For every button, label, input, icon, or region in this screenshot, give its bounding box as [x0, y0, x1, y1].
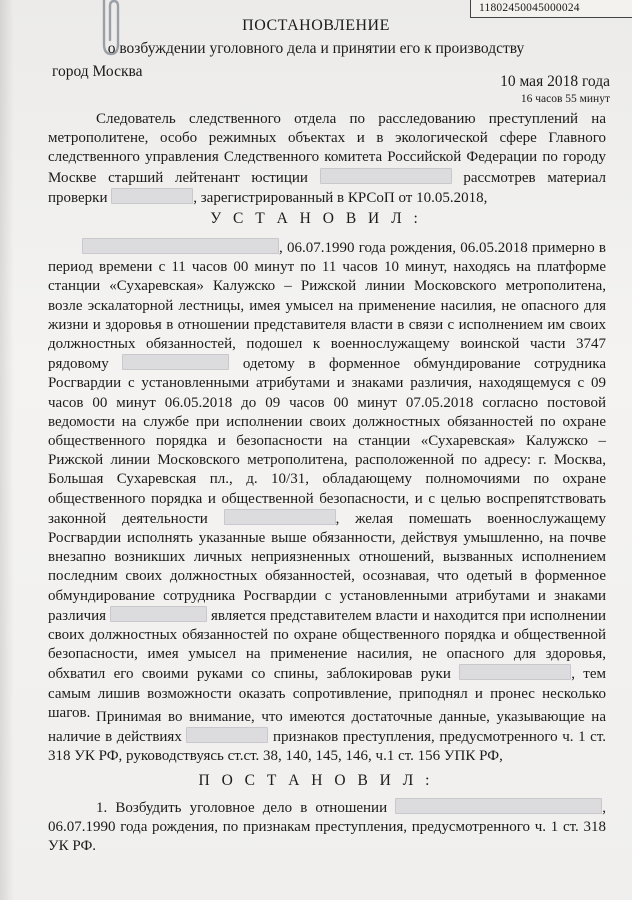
established-heading: У С Т А Н О В И Л : [210, 210, 422, 227]
redacted-name [110, 606, 207, 622]
redacted-name [122, 354, 229, 370]
redacted-number [111, 188, 193, 204]
considering-text-2: признаков преступления, предусмотренного ч. 1 ст. 318 УК РФ, руководствуясь ст.ст. 38, 140, 145, 146, ч.1 ст. 156 УПК РФ, [48, 729, 607, 765]
considering-text-1: Принимая во внимание, что имеются достаточные данные, указывающие на наличие в действиях [48, 709, 606, 746]
document-time: 16 часов 55 минут [520, 93, 610, 105]
redacted-name [320, 168, 452, 184]
established-paragraph [48, 238, 606, 723]
city-label: город Москва [52, 63, 143, 80]
document-number: 11802450045000024 [470, 0, 632, 18]
page-edge-shadow [0, 0, 14, 900]
established-text-1: , 06.07.1990 года рождения, 06.05.2018 примерно в период времени с 11 часов 00 минут по 11 часов 10 минут, находясь на платформе станции «Сухаревская» Калужско – Рижской линии Московского метрополитена, возле эскалаторной лестницы, имея умысел на применение насилия, не опасного для жизни и здоровья в отношении представителя власти в связи с исполнением им своих должностных обязанностей, подошел к военнослужащему воинской части 3747 рядовому [48, 240, 606, 373]
resolved-heading: П О С Т А Н О В И Л : [198, 772, 434, 789]
intro-text-1: Следователь следственного отдела по расследованию преступлений на метрополитене, особо режимных объектах и в экологической сфере Главного следственного управления Следственного комитета Российской Федерации по городу Москве старший лейтенант юстиции [48, 111, 606, 186]
established-text-5: , тем самым лишив возможности оказать сопротивление, приподнял и пронес несколько шагов. [48, 666, 607, 721]
resolved-text-1: 1. Возбудить уголовное дело в отношении [96, 800, 388, 816]
redacted-name [224, 509, 336, 525]
intro-text-2: рассмотрев материал проверки [48, 169, 606, 206]
document-date: 10 мая 2018 года [500, 73, 610, 90]
redacted-name [186, 727, 268, 743]
document-subtitle: о возбуждении уголовного дела и принятии его к производству [107, 40, 525, 57]
intro-paragraph [48, 110, 606, 208]
document-title: ПОСТАНОВЛЕНИЕ [242, 17, 390, 34]
considering-paragraph [48, 708, 606, 767]
redacted-name [459, 664, 571, 680]
established-text-2: одетому в форменное обмундирование сотрудника Росгвардии с установленными атрибутами и знаками различия, находящемуся с 09 часов 00 минут 06.05.2018 до 09 часов 00 минут 07.05.2018 согласно постовой ведомости на службе при исполнении своих должностных обязанностей по охране общественного порядка и безопасности на станции «Сухаревская» Калужско – Рижской линии Московского метрополитена, расположенной по адресу: г. Москва, Большая Сухаревская пл., д. 10/31, обладающему полномочиями по охране общественного порядка и общественной безопасности, и с целью воспрепятствовать законной деятельности [48, 356, 607, 527]
resolved-paragraph [48, 798, 606, 857]
established-text-4: является представителем власти и находится при исполнении своих должностных обязанностей по охране общественного порядка и общественной безопасности, имея умысел на применение насилия, не опасного для здоровья, обхватил его своими руками со спины, заблокировав руки [48, 607, 607, 683]
redacted-name [82, 238, 279, 254]
established-text-3: , желая помешать военнослужащему Росгвардии исполнять указанные выше обязанности, действуя умышленно, на почве внезапно возникших личных неприязненных отношений, вызванных исполнением последним своих должностных обязанностей, осознавая, что одетый в форменное обмундирование сотрудника Росгвардии с установленными атрибутами и знаками различия [48, 510, 607, 624]
redacted-name [395, 798, 602, 814]
resolved-text-2: , 06.07.1990 года рождения, по признакам преступления, предусмотренного ч. 1 ст. 318 УК РФ. [48, 800, 606, 855]
intro-text-3: , зарегистрированный в КРСоП от 10.05.2018, [193, 189, 488, 206]
